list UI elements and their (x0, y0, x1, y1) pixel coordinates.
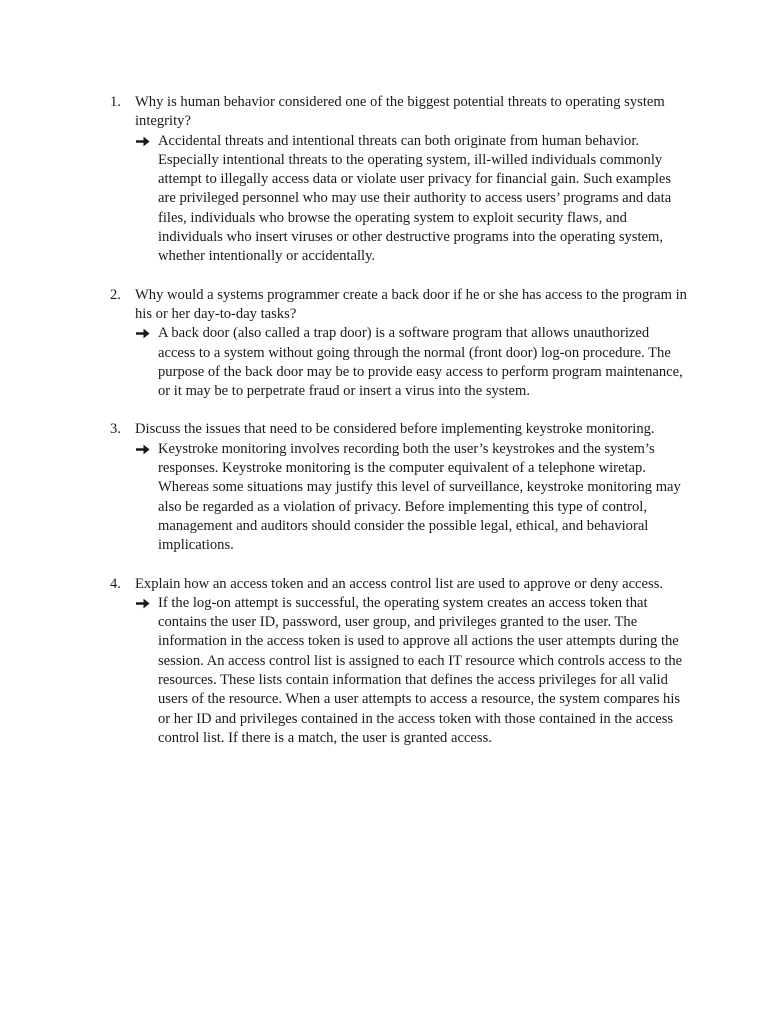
answer-row (110, 324, 690, 401)
right-arrow-icon (135, 132, 155, 151)
question-number: 2. (110, 286, 121, 303)
right-arrow-icon (135, 594, 155, 613)
question-text: Explain how an access token and an access control list are used to approve or deny access. (135, 575, 664, 592)
question-row (110, 420, 690, 439)
question-number: 4. (110, 575, 121, 592)
question-text: Why would a systems programmer create a back door if he or she has access to the program in his or her day-to-day tasks? (135, 286, 687, 322)
question-row (110, 93, 690, 132)
question-text: Discuss the issues that need to be considered before implementing keystroke monitoring. (135, 421, 655, 438)
answer-row (110, 132, 690, 267)
answer-text: Keystroke monitoring involves recording both the user’s keystrokes and the system’s responses. Keystroke monitoring is the computer equivalent of a telephone wiretap. Whereas some situations may justify this level of surveillance, keystroke monitoring may also be regarded as a violation of privacy. Before implementing this type of control, management and auditors should consider the possible legal, ethical, and behavioral implications. (158, 440, 681, 554)
question-number: 3. (110, 421, 121, 438)
answer-text: If the log-on attempt is successful, the operating system creates an access token that contains the user ID, password, user group, and privileges granted to the user. The information in the access token is used to approve all actions the user attempts during the session. An access control list is assigned to each IT resource which controls access to the resources. These lists contain information that defines the access privileges for all valid users of the resource. When a user attempts to access a resource, the system compares his or her ID and privileges contained in the access token with those contained in the access control list. If there is a match, the user is granted access. (158, 594, 683, 746)
question-row (110, 575, 690, 594)
question-number: 1. (110, 94, 121, 110)
list-item (110, 93, 690, 267)
question-text: Why is human behavior considered one of the biggest potential threats to operating system integrity? (135, 94, 665, 130)
right-arrow-icon (135, 324, 155, 343)
list-item (110, 286, 690, 402)
list-item (110, 575, 690, 749)
list-item (110, 420, 690, 555)
question-row (110, 286, 690, 325)
right-arrow-icon (135, 440, 155, 459)
answer-text: A back door (also called a trap door) is a software program that allows unauthorized access to a system without going through the normal (front door) log-on procedure. The purpose of the back door may be to provide easy access to perform program maintenance, or it may be to perpetrate fraud or insert a virus into the system. (158, 325, 683, 400)
answer-row (110, 594, 690, 748)
answer-text: Accidental threats and intentional threats can both originate from human behavior. Especially intentional threats to the operating system, ill-willed individuals commonly attempt to illegally access data or violate user privacy for financial gain. Such examples are privileged personnel who may use their authority to access users’ programs and data files, individuals who browse the operating system to exploit security flaws, and individuals who insert viruses or other destructive programs into the operating system, whether intentionally or accidentally. (158, 132, 672, 265)
question-list (110, 93, 690, 767)
answer-row (110, 440, 690, 556)
